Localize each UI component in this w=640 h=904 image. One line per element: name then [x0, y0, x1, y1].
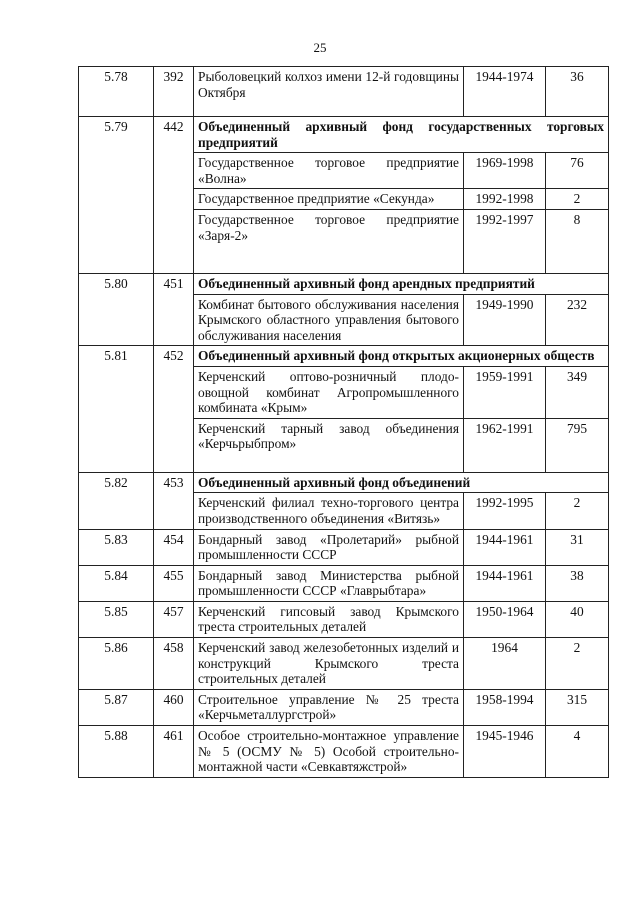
- group-title: Объединенный архивный фонд объединений: [194, 472, 609, 493]
- table-row: [79, 529, 609, 565]
- fond-title: Государственное торговое предприятие «Заря-2»: [194, 209, 464, 273]
- item-number: 5.86: [79, 638, 154, 690]
- fond-years: 1944-1961: [464, 565, 546, 601]
- fond-count: 349: [546, 366, 609, 418]
- table-row: [79, 601, 609, 637]
- fond-years: 1992-1998: [464, 189, 546, 210]
- group-title: Объединенный архивный фонд открытых акционерных обществ: [194, 346, 609, 367]
- fond-number: 452: [154, 346, 194, 472]
- fond-title: Бондарный завод Министерства рыбной промышленности СССР «Главрыбтара»: [194, 565, 464, 601]
- item-number: 5.85: [79, 601, 154, 637]
- fond-title: Рыболовецкий колхоз имени 12-й годовщины Октября: [194, 67, 464, 117]
- fond-years: 1964: [464, 638, 546, 690]
- page-number: 25: [313, 40, 327, 55]
- fond-years: 1944-1961: [464, 529, 546, 565]
- fond-number: 453: [154, 472, 194, 529]
- fond-count: 315: [546, 689, 609, 725]
- fond-count: 2: [546, 493, 609, 529]
- archive-fonds-table: [78, 66, 609, 778]
- fond-count: 40: [546, 601, 609, 637]
- fond-title: Керченский тарный завод объединения «Керчьрыбпром»: [194, 418, 464, 472]
- fond-years: 1949-1990: [464, 294, 546, 346]
- fond-title: Особое строительно-монтажное управление № 5 (ОСМУ № 5) Особой строительно-монтажной части «Севкавтяжстрой»: [194, 726, 464, 778]
- fond-years: 1958-1994: [464, 689, 546, 725]
- fond-count: 38: [546, 565, 609, 601]
- fond-title: Керченский завод железобетонных изделий и конструкций Крымского треста строительных деталей: [194, 638, 464, 690]
- fond-count: 4: [546, 726, 609, 778]
- fond-number: 455: [154, 565, 194, 601]
- group-title: Объединенный архивный фонд арендных предприятий: [194, 273, 609, 294]
- fond-years: 1959-1991: [464, 366, 546, 418]
- group-title: Объединенный архивный фонд государственных торговых предприятий: [194, 117, 609, 153]
- item-number: 5.79: [79, 117, 154, 274]
- fond-years: 1950-1964: [464, 601, 546, 637]
- fond-count: 2: [546, 189, 609, 210]
- fond-number: 457: [154, 601, 194, 637]
- fond-number: 451: [154, 273, 194, 345]
- item-number: 5.84: [79, 565, 154, 601]
- fond-count: 36: [546, 67, 609, 117]
- table-row: [79, 273, 609, 294]
- item-number: 5.81: [79, 346, 154, 472]
- table-row: [79, 346, 609, 367]
- fond-years: 1992-1997: [464, 209, 546, 273]
- item-number: 5.87: [79, 689, 154, 725]
- fond-number: 460: [154, 689, 194, 725]
- fond-number: 454: [154, 529, 194, 565]
- fond-title: Комбинат бытового обслуживания населения Крымского областного управления бытового обслуживания населения: [194, 294, 464, 346]
- fond-count: 8: [546, 209, 609, 273]
- fond-count: 2: [546, 638, 609, 690]
- fond-number: 461: [154, 726, 194, 778]
- fond-count: 232: [546, 294, 609, 346]
- fond-count: 31: [546, 529, 609, 565]
- item-number: 5.83: [79, 529, 154, 565]
- fond-count: 795: [546, 418, 609, 472]
- fond-number: 442: [154, 117, 194, 274]
- fond-years: 1945-1946: [464, 726, 546, 778]
- fond-years: 1962-1991: [464, 418, 546, 472]
- table-row: [79, 565, 609, 601]
- table-row: [79, 472, 609, 493]
- fond-title: Строительное управление № 25 треста «Керчьметаллургстрой»: [194, 689, 464, 725]
- fond-years: 1969-1998: [464, 153, 546, 189]
- fond-number: 392: [154, 67, 194, 117]
- fond-count: 76: [546, 153, 609, 189]
- fond-title: Государственное предприятие «Секунда»: [194, 189, 464, 210]
- item-number: 5.78: [79, 67, 154, 117]
- item-number: 5.82: [79, 472, 154, 529]
- fond-title: Бондарный завод «Пролетарий» рыбной промышленности СССР: [194, 529, 464, 565]
- fond-title: Государственное торговое предприятие «Волна»: [194, 153, 464, 189]
- fond-years: 1944-1974: [464, 67, 546, 117]
- fond-number: 458: [154, 638, 194, 690]
- fond-title: Керченский оптово-розничный плодо-овощной комбинат Агропромышленного комбината «Крым»: [194, 366, 464, 418]
- fond-title: Керченский филиал техно-торгового центра производственного объединения «Витязь»: [194, 493, 464, 529]
- fond-years: 1992-1995: [464, 493, 546, 529]
- item-number: 5.88: [79, 726, 154, 778]
- table-row: [79, 689, 609, 725]
- table-row: [79, 638, 609, 690]
- table-row: [79, 67, 609, 117]
- table-row: [79, 726, 609, 778]
- table-row: [79, 117, 609, 153]
- fond-title: Керченский гипсовый завод Крымского треста строительных деталей: [194, 601, 464, 637]
- item-number: 5.80: [79, 273, 154, 345]
